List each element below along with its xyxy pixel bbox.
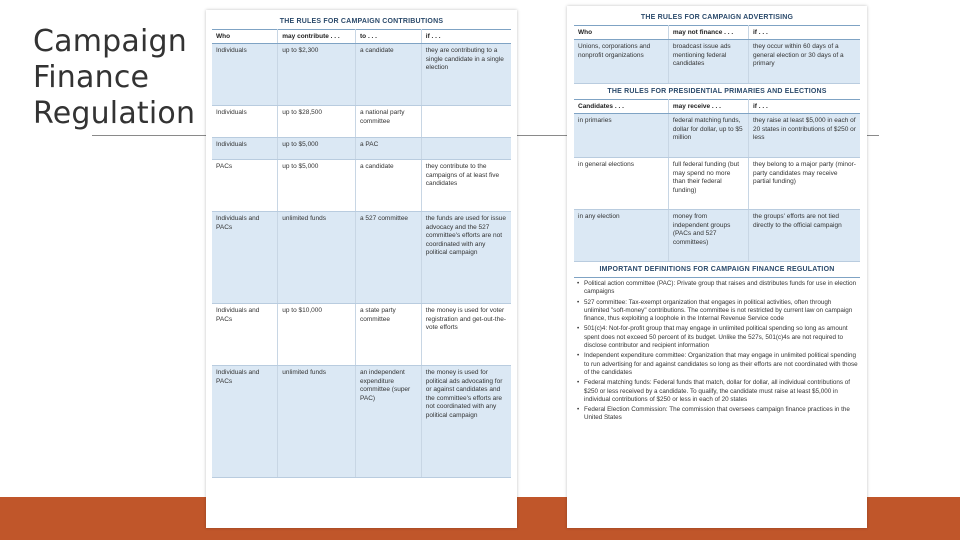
table-cell: they contribute to the campaigns of at least five candidates — [421, 160, 511, 212]
table-row — [212, 304, 511, 366]
slide-title — [33, 24, 203, 132]
table-cell: Individuals and PACs — [212, 304, 278, 366]
definition-item: • Federal Election Commission: The commission that oversees campaign finance practices in the United States — [576, 406, 858, 423]
table-cell: up to $10,000 — [278, 304, 356, 366]
column-header-may-not-finance: may not finance . . . — [668, 26, 748, 40]
table-cell: PACs — [212, 160, 278, 212]
column-header-who: Who — [212, 30, 278, 44]
column-header-to: to . . . — [356, 30, 422, 44]
table-cell: in primaries — [574, 114, 668, 158]
table-cell: in general elections — [574, 158, 668, 210]
table-row — [212, 212, 511, 304]
table-cell: full federal funding (but may spend no more than their federal funding) — [668, 158, 748, 210]
table-cell — [421, 106, 511, 138]
column-header-may-contribute: may contribute . . . — [278, 30, 356, 44]
advertising-table — [574, 25, 860, 84]
title-divider-middle — [517, 135, 567, 136]
title-divider-left — [92, 135, 206, 136]
table-row — [212, 366, 511, 478]
table-cell — [421, 138, 511, 160]
table-cell: up to $28,500 — [278, 106, 356, 138]
table-cell: a candidate — [356, 44, 422, 106]
presidential-title: THE RULES FOR PRESIDENTIAL PRIMARIES AND ELECTIONS — [607, 88, 827, 95]
table-cell: unlimited funds — [278, 366, 356, 478]
slide-title-line-3: Regulation — [33, 96, 196, 131]
slide-title-line-1: Campaign — [33, 24, 187, 59]
table-cell: Individuals and PACs — [212, 212, 278, 304]
table-cell: the money is used for voter registration and get-out-the-vote efforts — [421, 304, 511, 366]
table-cell: Individuals — [212, 106, 278, 138]
table-cell: broadcast issue ads mentioning federal candidates — [668, 40, 748, 84]
definition-item: • 501(c)4: Not-for-profit group that may engage in unlimited political spending so long as amount spent does not exceed 50 percent of its budget. Unlike the 527s, 501(c)4s are not required to disclose contributor and recipient information — [576, 325, 858, 350]
column-header-who: Who — [574, 26, 668, 40]
title-divider-right — [867, 135, 879, 136]
table-row — [212, 106, 511, 138]
table-cell: they occur within 60 days of a general election or 30 days of a primary — [748, 40, 860, 84]
table-cell: the funds are used for issue advocacy and the 527 committee's efforts are not coordinated with any political campaign — [421, 212, 511, 304]
table-cell: up to $5,000 — [278, 138, 356, 160]
table-cell: the money is used for political ads advocating for or against candidates and the committee's efforts are not coordinated with any political campaign — [421, 366, 511, 478]
table-cell: a 527 committee — [356, 212, 422, 304]
table-row — [212, 160, 511, 212]
table-header-row — [574, 26, 860, 40]
contributions-title: THE RULES FOR CAMPAIGN CONTRIBUTIONS — [279, 18, 444, 25]
rules-document — [567, 6, 867, 528]
table-cell: Unions, corporations and nonprofit organizations — [574, 40, 668, 84]
table-cell: Individuals — [212, 44, 278, 106]
definition-item: • Independent expenditure committee: Organization that may engage in unlimited political spending to run advertising for and against candidates so long as their efforts are not coordinated with those of the candidates — [576, 352, 858, 377]
table-cell: they are contributing to a single candidate in a single election — [421, 44, 511, 106]
column-header-if: if . . . — [748, 26, 860, 40]
definitions-box — [574, 277, 860, 423]
table-row — [574, 158, 860, 210]
definition-item: • 527 committee: Tax-exempt organization that engages in political activities, often through unlimited "soft-money" contributions. The committee is not restricted by current law on campaign finance, thus exploiting a loophole in the Internal Revenue Service code — [576, 299, 858, 324]
table-cell: in any election — [574, 210, 668, 262]
slide-title-line-2: Finance — [33, 60, 150, 95]
contributions-document — [206, 10, 517, 528]
table-row — [574, 114, 860, 158]
column-header-candidates: Candidates . . . — [574, 100, 668, 114]
table-cell: they belong to a major party (minor-party candidates may receive partial funding) — [748, 158, 860, 210]
presidential-table — [574, 99, 860, 262]
definition-item: • Political action committee (PAC): Private group that raises and distributes funds for use in election campaigns — [576, 280, 858, 297]
table-cell: a state party committee — [356, 304, 422, 366]
table-cell: a candidate — [356, 160, 422, 212]
table-cell: the groups' efforts are not tied directly to the official campaign — [748, 210, 860, 262]
table-cell: they raise at least $5,000 in each of 20 states in contributions of $250 or less — [748, 114, 860, 158]
definitions-title: IMPORTANT DEFINITIONS FOR CAMPAIGN FINANCE REGULATION — [599, 266, 835, 273]
table-row — [574, 40, 860, 84]
table-row — [574, 210, 860, 262]
table-cell: Individuals and PACs — [212, 366, 278, 478]
advertising-title: THE RULES FOR CAMPAIGN ADVERTISING — [640, 14, 794, 21]
table-cell: a PAC — [356, 138, 422, 160]
table-cell: money from independent groups (PACs and 527 committees) — [668, 210, 748, 262]
table-row — [212, 138, 511, 160]
column-header-if: if . . . — [748, 100, 860, 114]
table-cell: unlimited funds — [278, 212, 356, 304]
table-cell: up to $2,300 — [278, 44, 356, 106]
table-row — [212, 44, 511, 106]
contributions-table — [212, 29, 511, 478]
table-cell: federal matching funds, dollar for dollar, up to $5 million — [668, 114, 748, 158]
table-cell: up to $5,000 — [278, 160, 356, 212]
definitions-list — [574, 278, 860, 423]
table-header-row — [212, 30, 511, 44]
column-header-if: if . . . — [421, 30, 511, 44]
table-cell: a national party committee — [356, 106, 422, 138]
table-cell: an independent expenditure committee (super PAC) — [356, 366, 422, 478]
table-cell: Individuals — [212, 138, 278, 160]
column-header-may-receive: may receive . . . — [668, 100, 748, 114]
definition-item: • Federal matching funds: Federal funds that match, dollar for dollar, all individual contributions of $250 or less received by a candidate. To qualify, the candidate must raise at least $5,000 in individual contributions of $250 or less in each of 20 states — [576, 379, 858, 404]
table-header-row — [574, 100, 860, 114]
